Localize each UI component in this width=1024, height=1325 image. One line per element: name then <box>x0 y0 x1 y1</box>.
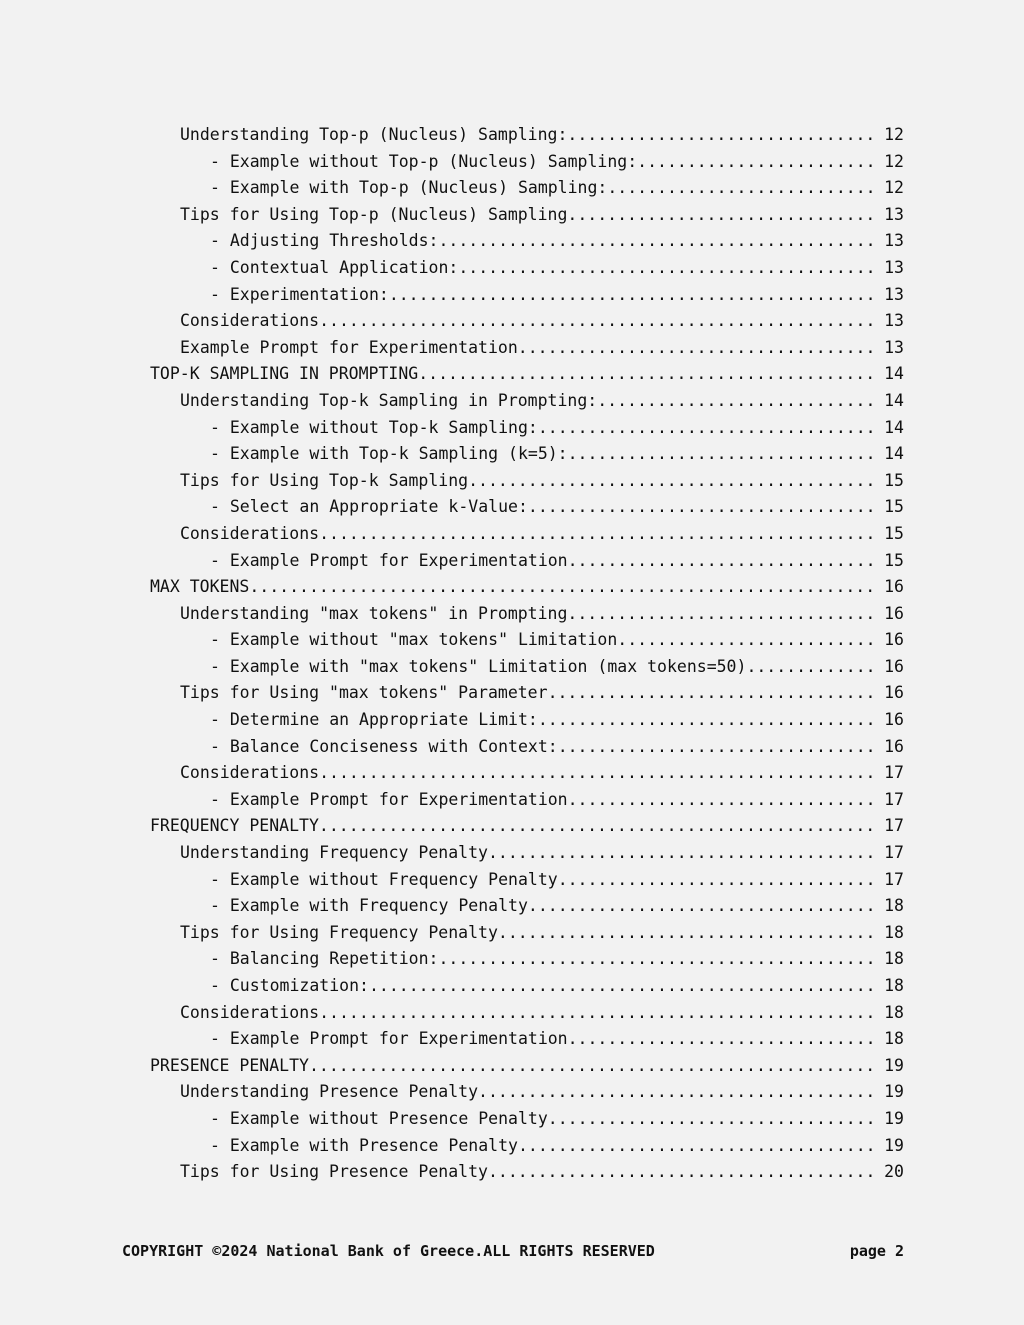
table-of-contents <box>150 122 904 1186</box>
toc-entry-page: 17 <box>884 789 904 809</box>
page-number: page 2 <box>849 1242 904 1260</box>
toc-entry-title: - Balancing Repetition: <box>210 949 439 969</box>
toc-dot-leader <box>389 282 878 309</box>
toc-entry-title: Tips for Using Presence Penalty <box>180 1162 488 1182</box>
toc-entry-title: Tips for Using Top-k Sampling <box>180 470 469 490</box>
toc-entry-title: - Example without Top-p (Nucleus) Sampling: <box>210 151 638 171</box>
toc-entry-page: 19 <box>884 1108 904 1128</box>
toc-entry-page: 18 <box>884 1029 904 1049</box>
toc-entry-title: - Example with Top-p (Nucleus) Sampling: <box>210 178 608 198</box>
toc-dot-leader <box>568 787 879 814</box>
toc-entry-title: - Example without "max tokens" Limitation <box>210 630 618 650</box>
toc-entry-page: 16 <box>884 710 904 730</box>
toc-entry[interactable] <box>150 946 904 973</box>
toc-dot-leader <box>568 548 879 575</box>
toc-entry-title: - Adjusting Thresholds: <box>210 231 439 251</box>
toc-entry[interactable] <box>150 734 904 761</box>
toc-entry-page: 16 <box>884 656 904 676</box>
toc-dot-leader <box>558 867 878 894</box>
toc-dot-leader <box>548 1106 878 1133</box>
toc-entry-title: PRESENCE PENALTY <box>150 1055 309 1075</box>
page-footer <box>122 1241 904 1261</box>
toc-entry-page: 16 <box>884 603 904 623</box>
toc-entry[interactable] <box>150 787 904 814</box>
toc-dot-leader <box>567 122 878 149</box>
toc-entry-page: 12 <box>884 125 904 144</box>
toc-entry-page: 17 <box>884 816 904 836</box>
toc-dot-leader <box>438 946 878 973</box>
toc-dot-leader <box>528 494 878 521</box>
toc-entry-title: - Example with Presence Penalty <box>210 1135 518 1155</box>
toc-dot-leader <box>458 255 878 282</box>
toc-dot-leader <box>319 760 878 787</box>
toc-dot-leader <box>468 468 878 495</box>
toc-entry[interactable] <box>150 202 904 229</box>
toc-entry-page: 18 <box>884 922 904 942</box>
toc-entry-title: - Example Prompt for Experimentation <box>210 550 568 570</box>
toc-entry[interactable] <box>150 255 904 282</box>
toc-entry[interactable] <box>150 920 904 947</box>
toc-entry[interactable] <box>150 840 904 867</box>
toc-entry-title: FREQUENCY PENALTY <box>150 816 319 836</box>
toc-entry-page: 15 <box>884 550 904 570</box>
toc-entry-page: 14 <box>884 417 904 437</box>
toc-entry-title: - Balance Conciseness with Context: <box>210 736 558 756</box>
toc-entry-page: 18 <box>884 949 904 969</box>
toc-dot-leader <box>528 893 878 920</box>
toc-entry[interactable] <box>150 1159 904 1186</box>
toc-dot-leader <box>637 149 878 176</box>
toc-entry[interactable] <box>150 228 904 255</box>
toc-entry-title: - Example with Top-k Sampling (k=5): <box>210 444 568 464</box>
toc-entry[interactable] <box>150 867 904 894</box>
toc-entry-title: Understanding "max tokens" in Prompting <box>180 603 568 623</box>
toc-entry-title: - Example Prompt for Experimentation <box>210 1029 568 1049</box>
toc-entry-title: MAX TOKENS <box>150 577 250 597</box>
toc-entry[interactable] <box>150 574 904 601</box>
toc-entry[interactable] <box>150 468 904 495</box>
toc-entry-page: 16 <box>884 630 904 650</box>
toc-entry-page: 15 <box>884 523 904 543</box>
toc-entry[interactable] <box>150 548 904 575</box>
toc-entry[interactable] <box>150 521 904 548</box>
toc-entry-title: Understanding Top-k Sampling in Prompting: <box>180 390 598 410</box>
toc-entry-title: Understanding Top-p (Nucleus) Sampling: <box>180 125 568 144</box>
toc-dot-leader <box>538 415 878 442</box>
toc-dot-leader <box>518 1133 878 1160</box>
toc-dot-leader <box>567 202 878 229</box>
toc-entry[interactable] <box>150 149 904 176</box>
toc-dot-leader <box>746 654 878 681</box>
toc-entry-title: - Contextual Application: <box>210 257 459 277</box>
toc-dot-leader <box>568 441 879 468</box>
toc-entry-title: - Experimentation: <box>210 284 389 304</box>
toc-dot-leader <box>438 228 878 255</box>
toc-dot-leader <box>319 1000 878 1027</box>
toc-entry[interactable] <box>150 1000 904 1027</box>
toc-entry-page: 18 <box>884 976 904 995</box>
toc-entry-page: 18 <box>884 1002 904 1022</box>
toc-entry[interactable] <box>150 1133 904 1160</box>
toc-entry-page: 15 <box>884 497 904 517</box>
toc-entry[interactable] <box>150 388 904 415</box>
toc-dot-leader <box>369 973 878 1000</box>
toc-entry-page: 13 <box>884 204 904 224</box>
toc-entry-page: 14 <box>884 364 904 384</box>
toc-dot-leader <box>597 388 878 415</box>
toc-entry[interactable] <box>150 415 904 442</box>
toc-dot-leader <box>488 840 878 867</box>
toc-entry-title: TOP-K SAMPLING IN PROMPTING <box>150 364 419 384</box>
toc-entry[interactable] <box>150 122 904 149</box>
toc-dot-leader <box>319 813 878 840</box>
toc-entry-page: 19 <box>884 1055 904 1075</box>
toc-entry-page: 19 <box>884 1135 904 1155</box>
toc-entry[interactable] <box>150 893 904 920</box>
toc-entry[interactable] <box>150 441 904 468</box>
toc-entry[interactable] <box>150 760 904 787</box>
toc-dot-leader <box>607 175 878 202</box>
toc-entry[interactable] <box>150 494 904 521</box>
toc-entry-title: Example Prompt for Experimentation <box>180 337 518 357</box>
toc-entry-title: Tips for Using "max tokens" Parameter <box>180 683 548 703</box>
toc-entry-page: 16 <box>884 577 904 597</box>
toc-entry-page: 20 <box>884 1162 904 1182</box>
toc-dot-leader <box>518 335 878 362</box>
toc-entry[interactable] <box>150 1026 904 1053</box>
toc-entry-page: 17 <box>884 763 904 783</box>
toc-entry-page: 12 <box>884 178 904 198</box>
toc-entry-page: 13 <box>884 257 904 277</box>
toc-entry-page: 16 <box>884 683 904 703</box>
toc-dot-leader <box>617 627 878 654</box>
toc-entry-title: Understanding Presence Penalty <box>180 1082 479 1102</box>
toc-entry-title: Considerations <box>180 1002 320 1022</box>
toc-entry-page: 18 <box>884 896 904 916</box>
toc-entry-page: 17 <box>884 869 904 889</box>
toc-entry-page: 14 <box>884 390 904 410</box>
toc-entry-title: Considerations <box>180 523 320 543</box>
toc-dot-leader <box>558 734 878 761</box>
toc-dot-leader <box>319 521 878 548</box>
copyright-notice: COPYRIGHT ©2024 National Bank of Greece.ALL RIGHTS RESERVED <box>122 1242 655 1260</box>
toc-entry-page: 13 <box>884 337 904 357</box>
toc-entry-page: 13 <box>884 231 904 251</box>
toc-entry[interactable] <box>150 1053 904 1080</box>
toc-dot-leader <box>309 1053 878 1080</box>
toc-entry[interactable] <box>150 707 904 734</box>
toc-entry-page: 12 <box>884 151 904 171</box>
toc-entry[interactable] <box>150 601 904 628</box>
toc-entry[interactable] <box>150 627 904 654</box>
toc-entry[interactable] <box>150 335 904 362</box>
toc-entry-title: Considerations <box>180 763 320 783</box>
toc-entry[interactable] <box>150 1079 904 1106</box>
toc-entry-title: - Example without Presence Penalty <box>210 1108 548 1128</box>
toc-entry[interactable] <box>150 282 904 309</box>
toc-entry[interactable] <box>150 654 904 681</box>
toc-entry-page: 13 <box>884 284 904 304</box>
toc-entry-page: 19 <box>884 1082 904 1102</box>
toc-entry-title: - Customization: <box>210 976 369 995</box>
toc-entry-title: Considerations <box>180 311 320 331</box>
toc-dot-leader <box>478 1079 878 1106</box>
toc-entry[interactable] <box>150 175 904 202</box>
toc-dot-leader <box>548 680 879 707</box>
toc-entry-title: - Example Prompt for Experimentation <box>210 789 568 809</box>
toc-dot-leader <box>319 308 878 335</box>
toc-entry-title: Tips for Using Top-p (Nucleus) Sampling <box>180 204 568 224</box>
toc-entry-page: 15 <box>884 470 904 490</box>
toc-entry-title: - Example with Frequency Penalty <box>210 896 528 916</box>
toc-entry-page: 16 <box>884 736 904 756</box>
toc-entry-title: Tips for Using Frequency Penalty <box>180 922 498 942</box>
toc-entry[interactable] <box>150 361 904 388</box>
toc-entry-title: Understanding Frequency Penalty <box>180 843 488 863</box>
toc-dot-leader <box>538 707 878 734</box>
toc-dot-leader <box>418 361 878 388</box>
toc-dot-leader <box>498 920 878 947</box>
toc-entry[interactable] <box>150 308 904 335</box>
toc-entry[interactable] <box>150 973 904 1000</box>
toc-entry-title: - Determine an Appropriate Limit: <box>210 710 538 730</box>
toc-dot-leader <box>568 1026 879 1053</box>
toc-entry[interactable] <box>150 1106 904 1133</box>
toc-entry-page: 17 <box>884 843 904 863</box>
toc-entry-title: - Example with "max tokens" Limitation (max tokens=50) <box>210 656 747 676</box>
toc-entry-page: 14 <box>884 444 904 464</box>
toc-entry[interactable] <box>150 680 904 707</box>
toc-entry-title: - Select an Appropriate k-Value: <box>210 497 528 517</box>
toc-dot-leader <box>249 574 878 601</box>
toc-entry-title: - Example without Frequency Penalty <box>210 869 558 889</box>
toc-entry-title: - Example without Top-k Sampling: <box>210 417 538 437</box>
toc-dot-leader <box>488 1159 878 1186</box>
toc-dot-leader <box>567 601 878 628</box>
toc-entry-page: 13 <box>884 311 904 331</box>
toc-entry[interactable] <box>150 813 904 840</box>
